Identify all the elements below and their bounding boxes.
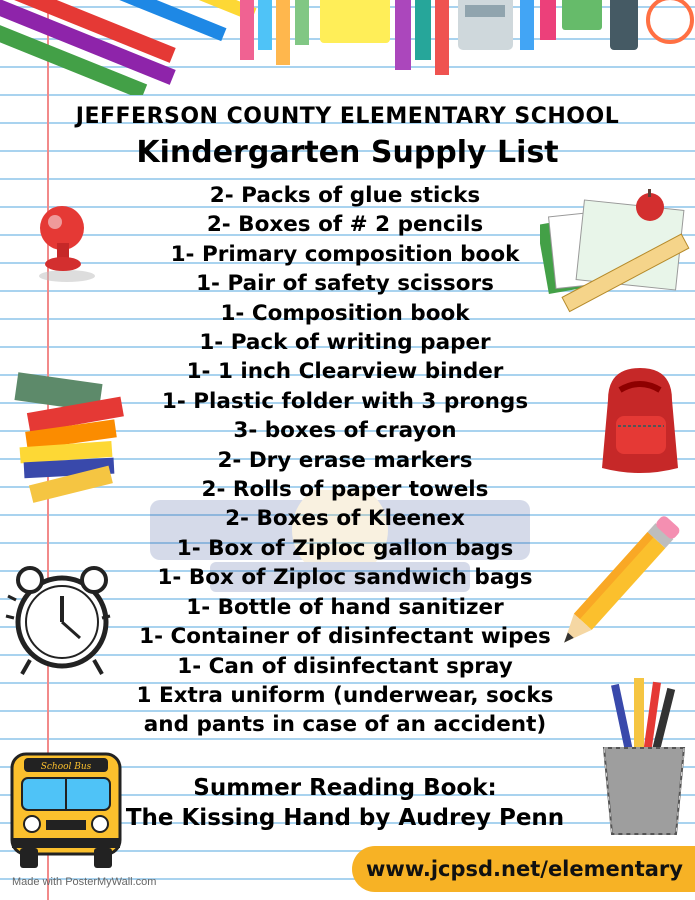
list-item: 2- Packs of glue sticks — [209, 183, 481, 208]
list-item: 1- Container of disinfectant wipes — [139, 624, 551, 650]
list-item: 1- Can of disinfectant spray — [177, 653, 513, 679]
list-item: 2- Dry erase markers — [217, 447, 473, 473]
list-item: 2- Boxes of # 2 pencils — [206, 212, 484, 238]
list-item: 1- Box of Ziploc gallon bags — [176, 535, 514, 561]
summer-reading — [100, 773, 590, 833]
list-item: 1- 1 inch Clearview binder — [186, 359, 504, 385]
summer-reading-book: The Kissing Hand by Audrey Penn — [125, 805, 565, 831]
pencil-cup-icon — [598, 678, 690, 838]
backpack-icon — [588, 360, 694, 478]
list-item: 1 Extra uniform (underwear, socks — [136, 682, 554, 708]
alarm-clock-icon — [0, 552, 118, 682]
website-url[interactable]: www.jcpsd.net/elementary — [366, 857, 683, 881]
list-item: 1- Plastic folder with 3 prongs — [161, 388, 529, 414]
made-with-credit: Made with PosterMyWall.com — [12, 876, 157, 888]
page-title: Kindergarten Supply List — [136, 135, 559, 170]
website-link[interactable] — [352, 846, 695, 892]
list-item: 1- Pair of safety scissors — [196, 271, 494, 297]
list-item: 1- Primary composition book — [170, 241, 520, 267]
list-item: 1- Box of Ziploc sandwich bags — [157, 565, 533, 591]
list-item: 2- Rolls of paper towels — [201, 477, 489, 503]
list-item: 2- Boxes of Kleenex — [225, 506, 465, 532]
list-item: 1- Bottle of hand sanitizer — [186, 594, 504, 620]
summer-reading-label: Summer Reading Book: — [193, 775, 497, 801]
list-item: 1- Pack of writing paper — [199, 330, 491, 356]
list-item: 3- boxes of crayon — [233, 418, 457, 444]
svg-text:School Bus: School Bus — [40, 762, 92, 772]
school-name: JEFFERSON COUNTY ELEMENTARY SCHOOL — [75, 104, 620, 129]
list-item: 1- Composition book — [220, 300, 470, 326]
supply-list — [110, 181, 580, 739]
list-item: and pants in case of an accident) — [143, 711, 547, 737]
school-supplies-strip-icon — [0, 0, 695, 95]
push-pin-icon — [22, 198, 104, 283]
